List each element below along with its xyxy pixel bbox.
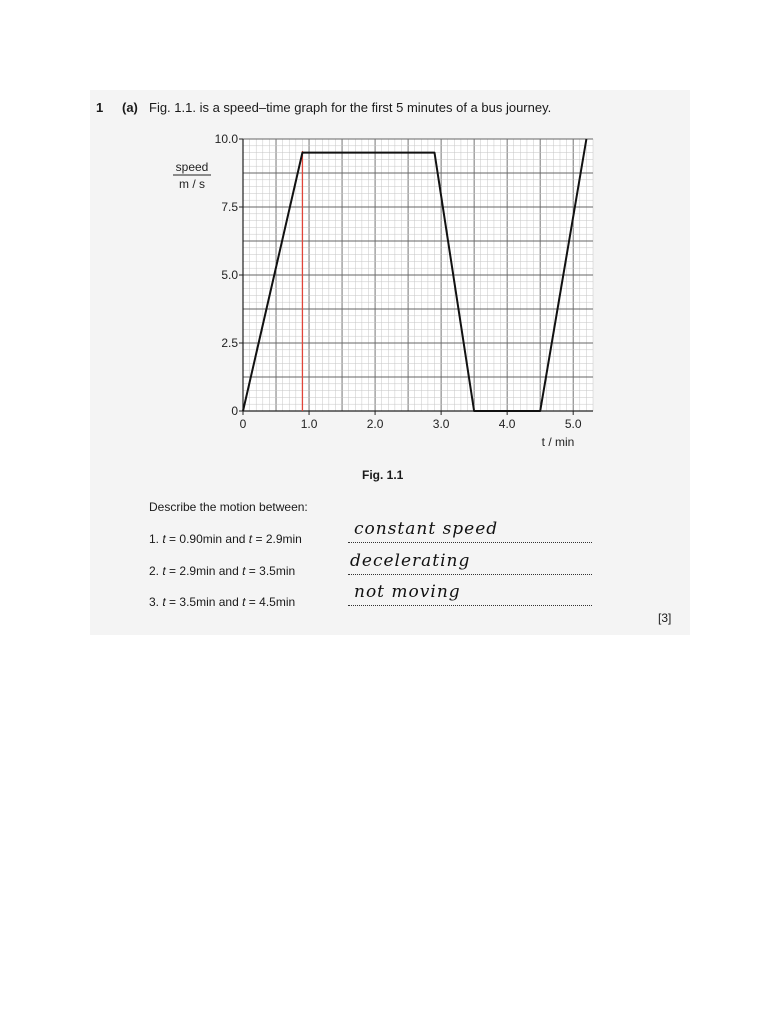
x-axis-label: t / min <box>541 435 575 449</box>
x-tick-label: 2.0 <box>366 417 384 431</box>
item-1: 1. t = 0.90min and t = 2.9min <box>149 532 302 546</box>
speed-time-graph <box>0 0 768 470</box>
y-tick-label: 2.5 <box>221 336 238 350</box>
answer-line-1[interactable] <box>348 542 592 543</box>
y-axis-label-numerator: speed <box>175 160 209 174</box>
figure-caption: Fig. 1.1 <box>362 468 404 482</box>
y-tick-label: 5.0 <box>221 268 238 282</box>
y-tick-label: 10.0 <box>214 132 238 146</box>
x-tick-label: 1.0 <box>300 417 318 431</box>
describe-prompt: Describe the motion between: <box>149 500 308 514</box>
x-tick-label: 3.0 <box>432 417 450 431</box>
x-tick-label: 5.0 <box>564 417 582 431</box>
y-tick-label: 0 <box>231 404 238 418</box>
answer-2-handwriting: decelerating <box>350 551 471 571</box>
item-3: 3. t = 3.5min and t = 4.5min <box>149 595 296 609</box>
question-number: 1 <box>96 100 104 115</box>
answer-1-handwriting: constant speed <box>354 519 499 539</box>
marks-total: [3] <box>658 611 672 625</box>
answer-3-handwriting: not moving <box>354 582 461 602</box>
answer-line-3[interactable] <box>348 605 592 606</box>
question-part: (a) <box>122 100 138 115</box>
x-tick-label: 4.0 <box>498 417 516 431</box>
x-tick-label: 0 <box>239 417 247 431</box>
item-2: 2. t = 2.9min and t = 3.5min <box>149 564 296 578</box>
y-axis-label-denominator: m / s <box>179 177 205 191</box>
y-tick-label: 7.5 <box>221 200 238 214</box>
question-text: Fig. 1.1. is a speed–time graph for the first 5 minutes of a bus journey. <box>149 100 552 115</box>
answer-line-2[interactable] <box>348 574 592 575</box>
